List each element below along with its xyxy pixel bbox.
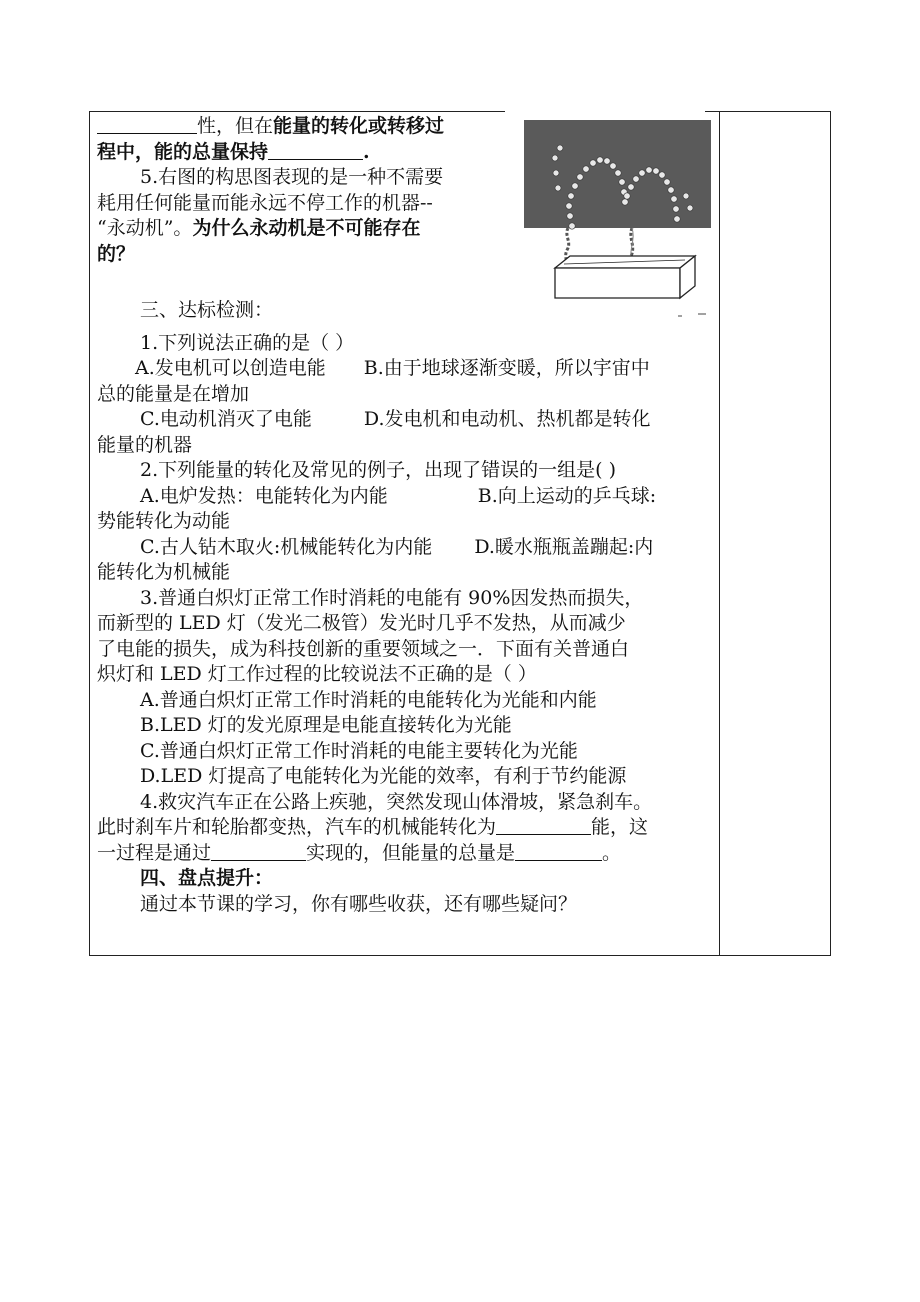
q2-option-b-cont: 势能转化为动能 xyxy=(97,510,231,532)
q5-line3: “永动机”。为什么永动机是不可能存在 xyxy=(97,217,421,239)
section4-heading: 四、盘点提升： xyxy=(140,867,274,889)
q1-stem: 1.下列说法正确的是（ ） xyxy=(140,331,355,354)
q1-option-d-cont: 能量的机器 xyxy=(97,433,193,456)
section4-prompt: 通过本节课的学习，你有哪些收获，还有哪些疑问？ xyxy=(140,892,578,915)
q4-line3: 一过程是通过 实现的，但能量的总量是 。 xyxy=(97,841,622,864)
q4-line2: 此时刹车片和轮胎都变热，汽车的机械能转化为 能，这 xyxy=(97,816,649,838)
q3-option-c: C.普通白炽灯正常工作时消耗的电能主要转化为光能 xyxy=(140,739,578,762)
q2-options-ab: A.电炉发热：电能转化为内能 B.向上运动的乒乓球: xyxy=(140,484,657,507)
q2-stem: 2.下列能量的转化及常见的例子，出现了错误的一组是( ) xyxy=(140,459,616,481)
q1-options-ab: A.发电机可以创造电能 B.由于地球逐渐变暖，所以宇宙中 xyxy=(135,357,650,379)
answer-blank xyxy=(268,141,363,160)
q5-line4: 的？ xyxy=(97,242,136,265)
top-block xyxy=(97,114,492,267)
energy-conservation-line2: 程中，能的总量保持 . xyxy=(97,140,370,163)
q3-line2: 而新型的 LED 灯（发光二极管）发光时几乎不发热，从而减少 xyxy=(97,612,626,634)
q5-line1: 5.右图的构思图表现的是一种不需要 xyxy=(140,166,444,188)
q3-line4: 炽灯和 LED 灯工作过程的比较说法不正确的是（ ） xyxy=(97,663,537,685)
q3-option-a: A.普通白炽灯正常工作时消耗的电能转化为光能和内能 xyxy=(140,688,597,711)
q3-option-d: D.LED 灯提高了电能转化为光能的效率，有利于节约能源 xyxy=(140,765,627,787)
section3-heading: 三、达标检测： xyxy=(140,299,274,321)
lesson-content xyxy=(97,114,712,917)
spacer xyxy=(97,267,712,292)
q4-line1: 4.救灾汽车正在公路上疾驰，突然发现山体滑坡，紧急刹车。 xyxy=(140,790,653,813)
q3-line1: 3.普通白炽灯正常工作时消耗的电能有 90%因发热而损失， xyxy=(140,586,644,609)
q1-options-cd: C.电动机消灭了电能 D.发电机和电动机、热机都是转化 xyxy=(140,408,651,430)
q3-option-b: B.LED 灯的发光原理是电能直接转化为光能 xyxy=(140,714,512,736)
q2-options-cd: C.古人钻木取火:机械能转化为内能 D.暖水瓶瓶盖蹦起:内 xyxy=(140,535,654,558)
answer-blank xyxy=(211,842,306,861)
answer-blank xyxy=(496,816,591,835)
q2-option-d-cont: 能转化为机械能 xyxy=(97,561,231,583)
answer-blank xyxy=(97,115,197,134)
q1-option-b-cont: 总的能量是在增加 xyxy=(97,382,250,405)
answer-blank xyxy=(515,842,602,861)
q5-line2: 耗用任何能量而能永远不停工作的机器-- xyxy=(97,191,433,214)
q3-line3: 了电能的损失，成为科技创新的重要领域之一．下面有关普通白 xyxy=(97,637,630,660)
column-divider xyxy=(719,111,720,956)
energy-conservation-line1: 性，但在能量的转化或转移过 xyxy=(97,114,492,140)
